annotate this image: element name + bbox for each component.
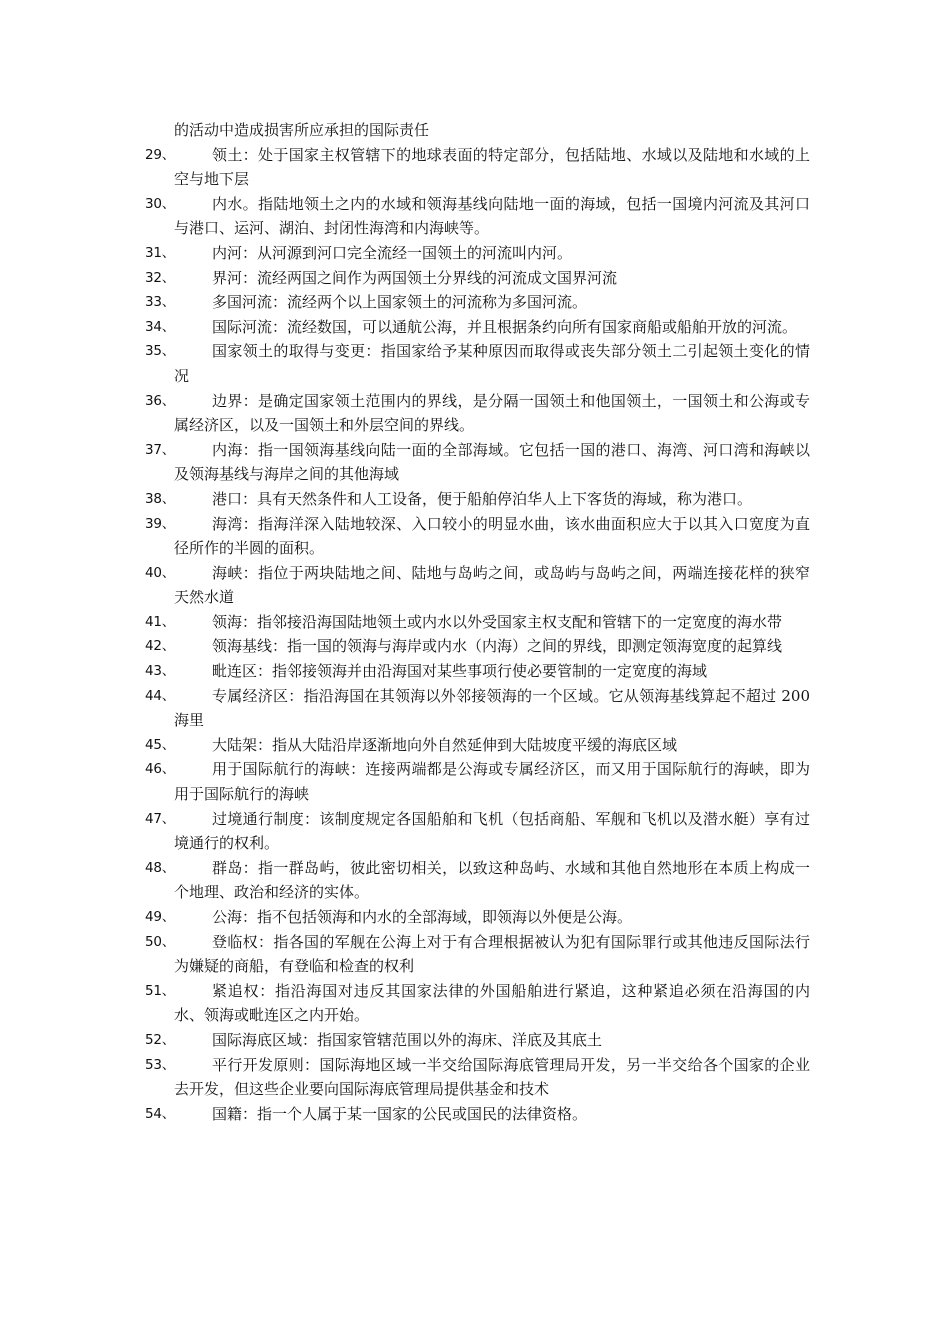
item-text: 内河：从河源到河口完全流经一国领土的河流叫内河。 bbox=[212, 243, 573, 262]
item-text: 用于国际航行的海峡：连接两端都是公海或专属经济区，而又用于国际航行的海峡，即为用于国际航行的海峡 bbox=[174, 760, 810, 804]
item-text: 群岛：指一群岛屿，彼此密切相关，以致这种岛屿、水域和其他自然地形在本质上构成一个地理、政治和经济的实体。 bbox=[174, 858, 810, 902]
item-text: 国籍：指一个人属于某一国家的公民或国民的法律资格。 bbox=[212, 1104, 588, 1123]
definition-item bbox=[145, 979, 810, 1028]
item-text: 领海基线：指一国的领海与海岸或内水（内海）之间的界线，即测定领海宽度的起算线 bbox=[212, 637, 783, 656]
item-text: 紧追权：指沿海国对违反其国家法律的外国船舶进行紧追，这种紧追必须在沿海国的内水、领海或毗连区之内开始。 bbox=[174, 981, 810, 1025]
definition-item bbox=[145, 389, 810, 438]
item-text: 专属经济区：指沿海国在其领海以外邻接领海的一个区域。它从领海基线算起不超过 200 海里 bbox=[174, 686, 810, 730]
definition-item bbox=[145, 905, 810, 930]
item-text: 领土：处于国家主权管辖下的地球表面的特定部分，包括陆地、水域以及陆地和水域的上空与地下层 bbox=[174, 145, 810, 189]
definition-item bbox=[145, 290, 810, 315]
item-number: 44、 bbox=[145, 687, 176, 704]
item-text: 领海：指邻接沿海国陆地领土或内水以外受国家主权支配和管辖下的一定宽度的海水带 bbox=[212, 612, 783, 631]
definition-item bbox=[145, 143, 810, 192]
item-number: 45、 bbox=[145, 736, 176, 753]
item-text: 国家领土的取得与变更：指国家给予某种原因而取得或丧失部分领土二引起领土变化的情况 bbox=[174, 342, 810, 385]
continuation-line: 的活动中造成损害所应承担的国际责任 bbox=[174, 121, 430, 139]
item-text: 平行开发原则：国际海地区域一半交给国际海底管理局开发，另一半交给各个国家的企业去开发，但这些企业要向国际海底管理局提供基金和技术 bbox=[174, 1055, 810, 1099]
definition-item bbox=[145, 512, 810, 561]
definitions-list bbox=[145, 118, 810, 1126]
definition-item bbox=[145, 807, 810, 856]
item-number: 38、 bbox=[145, 490, 176, 507]
item-number: 41、 bbox=[145, 613, 176, 630]
item-number: 39、 bbox=[145, 515, 176, 532]
item-text: 多国河流：流经两个以上国家领土的河流称为多国河流。 bbox=[212, 293, 588, 312]
item-text: 毗连区：指邻接领海并由沿海国对某些事项行使必要管制的一定宽度的海域 bbox=[212, 662, 708, 681]
item-number: 34、 bbox=[145, 318, 176, 335]
item-text: 港口：具有天然条件和人工设备，便于船舶停泊华人上下客货的海域，称为港口。 bbox=[212, 489, 753, 508]
item-number: 37、 bbox=[145, 441, 176, 458]
item-number: 47、 bbox=[145, 810, 176, 827]
definition-item bbox=[145, 856, 810, 905]
item-number: 32、 bbox=[145, 269, 176, 286]
item-number: 50、 bbox=[145, 933, 176, 950]
definition-item bbox=[145, 930, 810, 979]
definition-item bbox=[145, 339, 810, 388]
item-text: 大陆架：指从大陆沿岸逐渐地向外自然延伸到大陆坡度平缓的海底区域 bbox=[212, 735, 678, 754]
definition-item bbox=[145, 266, 810, 291]
definition-item bbox=[145, 733, 810, 758]
item-text: 界河：流经两国之间作为两国领土分界线的河流成文国界河流 bbox=[212, 268, 618, 287]
definition-item bbox=[145, 561, 810, 610]
item-number: 54、 bbox=[145, 1105, 176, 1122]
item-number: 53、 bbox=[145, 1056, 176, 1073]
definition-item bbox=[145, 315, 810, 340]
item-number: 52、 bbox=[145, 1031, 176, 1048]
item-text: 海峡：指位于两块陆地之间、陆地与岛屿之间，或岛屿与岛屿之间，两端连接花样的狭窄天然水道 bbox=[174, 563, 810, 607]
definition-item bbox=[145, 634, 810, 659]
definition-item bbox=[145, 684, 810, 733]
item-number: 40、 bbox=[145, 564, 176, 581]
item-number: 36、 bbox=[145, 392, 176, 409]
definition-item bbox=[145, 1028, 810, 1053]
item-number: 42、 bbox=[145, 638, 176, 655]
item-text: 内水。指陆地领土之内的水域和领海基线向陆地一面的海域，包括一国境内河流及其河口与港口、运河、湖泊、封闭性海湾和内海峡等。 bbox=[174, 194, 810, 238]
item-text: 海湾：指海洋深入陆地较深、入口较小的明显水曲，该水曲面积应大于以其入口宽度为直径所作的半圆的面积。 bbox=[174, 514, 810, 558]
item-text: 国际海底区域：指国家管辖范围以外的海床、洋底及其底土 bbox=[212, 1030, 603, 1049]
definition-item bbox=[145, 757, 810, 806]
item-number: 35、 bbox=[145, 343, 176, 360]
item-text: 过境通行制度：该制度规定各国船舶和飞机（包括商船、军舰和飞机以及潜水艇）享有过境通行的权利。 bbox=[174, 809, 810, 853]
definition-item bbox=[145, 659, 810, 684]
item-number: 43、 bbox=[145, 663, 176, 680]
item-text: 登临权：指各国的军舰在公海上对于有合理根据被认为犯有国际罪行或其他违反国际法行为嫌疑的商船，有登临和检查的权利 bbox=[174, 932, 810, 976]
item-text: 边界：是确定国家领土范围内的界线，是分隔一国领土和他国领土，一国领土和公海或专属经济区，以及一国领土和外层空间的界线。 bbox=[174, 391, 810, 435]
item-number: 30、 bbox=[145, 195, 176, 212]
item-number: 51、 bbox=[145, 982, 176, 999]
item-number: 49、 bbox=[145, 909, 176, 925]
item-number: 33、 bbox=[145, 294, 176, 311]
definition-item bbox=[145, 1102, 810, 1127]
definition-item bbox=[145, 1053, 810, 1102]
item-number: 29、 bbox=[145, 146, 176, 163]
item-number: 48、 bbox=[145, 859, 176, 876]
item-number: 46、 bbox=[145, 761, 176, 778]
item-text: 国际河流：流经数国，可以通航公海，并且根据条约向所有国家商船或船舶开放的河流。 bbox=[212, 317, 798, 336]
item-text: 公海：指不包括领海和内水的全部海域，即领海以外便是公海。 bbox=[212, 908, 633, 926]
definition-item bbox=[145, 487, 810, 512]
item-number: 31、 bbox=[145, 244, 176, 261]
definition-item bbox=[145, 192, 810, 241]
definition-item bbox=[145, 241, 810, 266]
item-text: 内海：指一国领海基线向陆一面的全部海域。它包括一国的港口、海湾、河口湾和海峡以及领海基线与海岸之间的其他海域 bbox=[174, 440, 810, 484]
definition-item bbox=[145, 438, 810, 487]
definition-item bbox=[145, 610, 810, 635]
